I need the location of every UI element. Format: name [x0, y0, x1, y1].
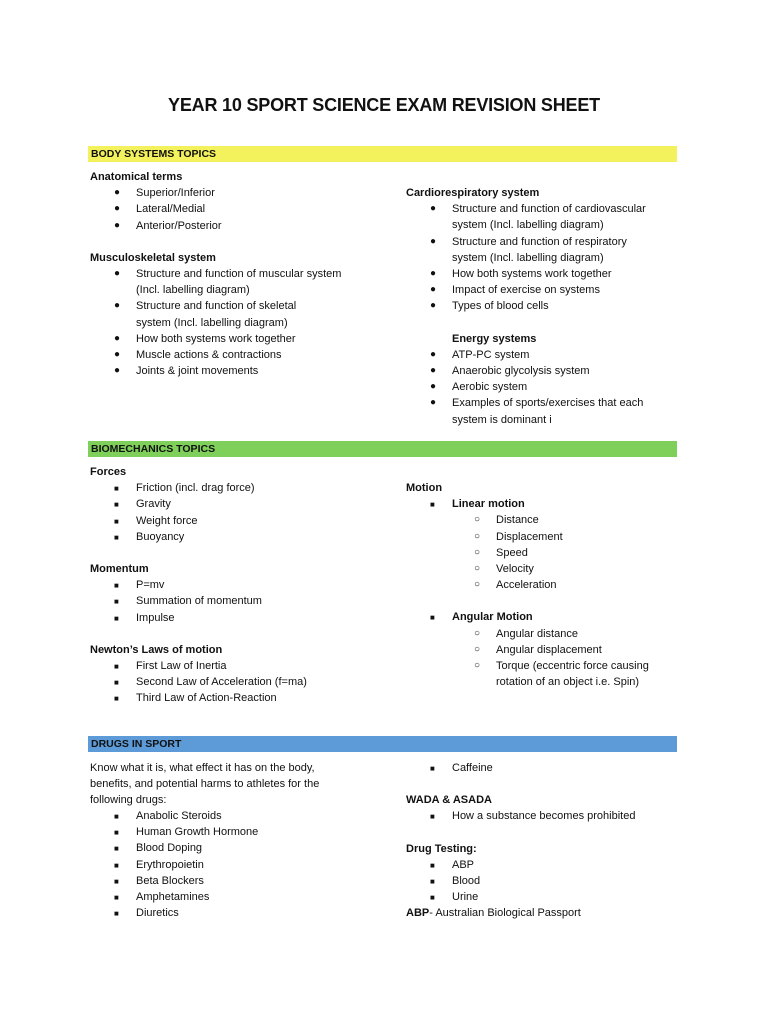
list-item: ○ Distance	[406, 512, 686, 528]
list-item-continuation: system is dominant i	[452, 413, 552, 426]
square-bullet-icon: ■	[114, 532, 119, 542]
square-bullet-icon: ■	[114, 844, 119, 854]
square-bullet-icon: ■	[114, 500, 119, 510]
circle-bullet-icon: ○	[474, 546, 481, 558]
square-bullet-icon: ■	[430, 812, 435, 822]
list-item: ● Anterior/Posterior	[90, 218, 390, 234]
bullet-icon: ●	[430, 381, 437, 393]
list-item: ■ Blood Doping	[90, 840, 390, 856]
square-bullet-icon: ■	[114, 613, 119, 623]
anatomical-terms-heading: Anatomical terms	[90, 171, 183, 183]
momentum-heading: Momentum	[90, 563, 149, 576]
bullet-icon: ●	[114, 300, 121, 312]
newtons-laws-heading: Newton’s Laws of motion	[90, 643, 223, 656]
bullet-icon: ●	[430, 397, 437, 409]
list-item: ● Joints & joint movements	[90, 363, 390, 379]
list-item: ● Structure and function of cardiovascular	[406, 201, 686, 217]
section-header-body-systems: BODY SYSTEMS TOPICS	[88, 146, 677, 162]
circle-bullet-icon: ○	[474, 514, 481, 526]
square-bullet-icon: ■	[430, 860, 435, 870]
circle-bullet-icon: ○	[474, 643, 481, 655]
bullet-icon: ●	[114, 332, 121, 344]
square-bullet-icon: ■	[114, 860, 119, 870]
list-item: ○ Torque (eccentric force causing	[406, 658, 686, 674]
page-title: YEAR 10 SPORT SCIENCE EXAM REVISION SHEET	[168, 95, 600, 115]
list-item: ■ Gravity	[90, 496, 390, 512]
list-item-continuation: system (Incl. labelling diagram)	[452, 219, 604, 232]
square-bullet-icon: ■	[114, 909, 119, 919]
square-bullet-icon: ■	[430, 613, 435, 623]
square-bullet-icon: ■	[430, 893, 435, 903]
bullet-icon: ●	[114, 268, 121, 280]
list-item: ■ Buoyancy	[90, 529, 390, 545]
circle-bullet-icon: ○	[474, 530, 481, 542]
bullet-icon: ●	[114, 203, 121, 215]
bullet-icon: ●	[430, 348, 437, 360]
list-item: ■ Third Law of Action-Reaction	[90, 690, 390, 706]
square-bullet-icon: ■	[114, 694, 119, 704]
list-item: ■ Human Growth Hormone	[90, 824, 390, 840]
biomechanics-right-column	[406, 480, 686, 690]
square-bullet-icon: ■	[114, 581, 119, 591]
bullet-icon: ●	[114, 365, 121, 377]
bullet-icon: ●	[430, 268, 437, 280]
motion-heading: Motion	[406, 482, 443, 494]
circle-bullet-icon: ○	[474, 563, 481, 575]
drugs-left-column	[90, 760, 390, 921]
list-item: ■ First Law of Inertia	[90, 658, 390, 674]
list-item: ■ Summation of momentum	[90, 593, 390, 609]
drugs-intro-line: Know what it is, what effect it has on the body,	[90, 762, 315, 774]
circle-bullet-icon: ○	[474, 627, 481, 639]
bullet-icon: ●	[430, 300, 437, 312]
list-item: ■ Weight force	[90, 513, 390, 529]
circle-bullet-icon: ○	[474, 579, 481, 591]
list-item: ● Impact of exercise on systems	[406, 282, 686, 298]
list-item: ■ Beta Blockers	[90, 873, 390, 889]
list-item: ○ Speed	[406, 545, 686, 561]
bullet-icon: ●	[114, 187, 121, 199]
bullet-icon: ●	[430, 365, 437, 377]
bullet-icon: ●	[114, 349, 121, 361]
list-item: ● Structure and function of muscular system	[90, 266, 390, 282]
bullet-icon: ●	[430, 235, 437, 247]
square-bullet-icon: ■	[114, 662, 119, 672]
body-systems-right-column	[406, 185, 686, 428]
list-item: ■ Erythropoietin	[90, 857, 390, 873]
list-item: ● Muscle actions & contractions	[90, 347, 390, 363]
square-bullet-icon: ■	[114, 828, 119, 838]
list-item: ○ Angular displacement	[406, 642, 686, 658]
square-bullet-icon: ■	[114, 678, 119, 688]
square-bullet-icon: ■	[114, 516, 119, 526]
square-bullet-icon: ■	[430, 877, 435, 887]
list-item: ● Structure and function of respiratory	[406, 234, 686, 250]
circle-bullet-icon: ○	[474, 660, 481, 672]
list-item: ○ Acceleration	[406, 577, 686, 593]
drug-testing-heading: Drug Testing:	[406, 842, 477, 855]
abp-label: ABP	[406, 907, 430, 920]
square-bullet-icon: ■	[430, 764, 435, 773]
list-item: ● Aerobic system	[406, 379, 686, 395]
bullet-icon: ●	[114, 219, 121, 231]
abp-text: - Australian Biological Passport	[429, 907, 581, 920]
list-item: ● Structure and function of skeletal	[90, 298, 390, 314]
section-header-biomechanics: BIOMECHANICS TOPICS	[88, 441, 677, 457]
list-item: ■ Urine	[406, 889, 686, 905]
abp-definition	[406, 905, 686, 921]
list-item: ○ Velocity	[406, 561, 686, 577]
drugs-right-column	[406, 760, 686, 922]
bullet-icon: ●	[430, 203, 437, 215]
list-item-continuation: system (Incl. labelling diagram)	[136, 316, 288, 329]
list-item: ■ Diuretics	[90, 905, 390, 921]
list-item: ■ P=mv	[90, 577, 390, 593]
drugs-intro-line: benefits, and potential harms to athletes for the	[90, 778, 320, 790]
list-item: ■ Caffeine	[406, 760, 686, 776]
square-bullet-icon: ■	[114, 484, 119, 494]
list-item: ● Types of blood cells	[406, 298, 686, 314]
bullet-icon: ●	[430, 284, 437, 296]
list-item-continuation: system (Incl. labelling diagram)	[452, 251, 604, 264]
square-bullet-icon: ■	[114, 876, 119, 886]
energy-systems-heading: Energy systems	[452, 332, 537, 345]
square-bullet-icon: ■	[114, 597, 119, 607]
forces-heading: Forces	[90, 466, 127, 478]
list-item: ● How both systems work together	[406, 266, 686, 282]
list-item: ● Superior/Inferior	[90, 185, 390, 201]
square-bullet-icon: ■	[114, 812, 119, 821]
list-item-continuation: (Incl. labelling diagram)	[136, 284, 250, 297]
list-item: ● How both systems work together	[90, 331, 390, 347]
list-item: ■ Friction (incl. drag force)	[90, 480, 390, 496]
wada-asada-heading: WADA & ASADA	[406, 794, 492, 807]
linear-motion-item: ■ Linear motion	[406, 496, 686, 512]
biomechanics-left-column	[90, 464, 390, 707]
square-bullet-icon: ■	[114, 893, 119, 903]
list-item: ○ Displacement	[406, 529, 686, 545]
list-item-continuation: rotation of an object i.e. Spin)	[496, 676, 640, 689]
list-item: ● Lateral/Medial	[90, 201, 390, 217]
list-item: ■ Second Law of Acceleration (f=ma)	[90, 674, 390, 690]
list-item: ■ Impulse	[90, 610, 390, 626]
body-systems-left-column	[90, 169, 390, 379]
list-item: ● Anaerobic glycolysis system	[406, 363, 686, 379]
list-item: ○ Angular distance	[406, 626, 686, 642]
list-item: ■ ABP	[406, 857, 686, 873]
section-header-drugs-in-sport: DRUGS IN SPORT	[88, 736, 677, 752]
list-item: ■ Blood	[406, 873, 686, 889]
list-item: ■ Amphetamines	[90, 889, 390, 905]
list-item: ● ATP-PC system	[406, 347, 686, 363]
drugs-intro-line: following drugs:	[90, 794, 167, 806]
list-item: ■ Anabolic Steroids	[90, 808, 390, 824]
musculoskeletal-heading: Musculoskeletal system	[90, 251, 216, 264]
square-bullet-icon: ■	[430, 500, 435, 510]
list-item: ■ How a substance becomes prohibited	[406, 808, 686, 824]
cardiorespiratory-heading: Cardiorespiratory system	[406, 187, 540, 199]
list-item: ● Examples of sports/exercises that each	[406, 395, 686, 411]
angular-motion-item: ■ Angular Motion	[406, 609, 686, 625]
